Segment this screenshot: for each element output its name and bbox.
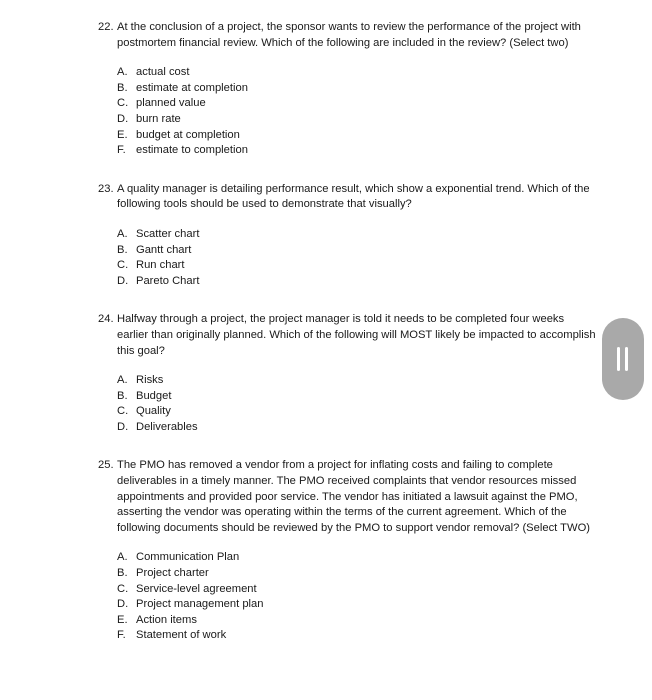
option-text: actual cost <box>136 66 190 79</box>
option-label: E. <box>117 613 128 626</box>
option-label: C. <box>117 582 129 595</box>
option-label: B. <box>117 243 128 256</box>
question-text: A quality manager is detailing performance result, which show a exponential trend. Which of the following tools should be used to demonstrate that visually? <box>117 182 590 211</box>
question-text-row <box>98 182 598 213</box>
option-label: B. <box>117 389 128 402</box>
question-text-row <box>98 312 598 359</box>
option-text: estimate to completion <box>136 144 248 157</box>
option-item <box>117 550 598 566</box>
option-text: Risks <box>136 374 164 387</box>
scroll-handle[interactable] <box>602 318 644 400</box>
option-text: Scatter chart <box>136 227 200 240</box>
option-label: C. <box>117 259 129 272</box>
option-label: B. <box>117 81 128 94</box>
option-item <box>117 613 598 629</box>
option-item <box>117 628 598 644</box>
question-text-row <box>98 20 598 51</box>
option-item <box>117 128 598 144</box>
option-item <box>117 566 598 582</box>
question-number: 24. <box>98 313 114 326</box>
question-number: 22. <box>98 21 114 33</box>
option-label: F. <box>117 629 126 642</box>
option-item <box>117 420 598 436</box>
option-item <box>117 243 598 259</box>
option-text: Communication Plan <box>136 551 240 564</box>
option-label: C. <box>117 97 129 110</box>
option-text: burn rate <box>136 112 181 125</box>
drag-handle-icon <box>625 347 628 371</box>
question-number: 23. <box>98 182 114 195</box>
option-item <box>117 404 598 420</box>
drag-handle-icon <box>617 347 620 371</box>
option-label: F. <box>117 144 126 157</box>
option-item <box>117 227 598 243</box>
question-document <box>98 20 598 667</box>
option-item <box>117 389 598 405</box>
question-25 <box>98 458 598 644</box>
option-item <box>117 373 598 389</box>
option-text: Deliverables <box>136 420 198 433</box>
option-text: Project management plan <box>136 598 264 611</box>
option-list <box>117 227 598 289</box>
question-text-row <box>98 458 598 536</box>
option-list <box>117 373 598 435</box>
option-label: D. <box>117 112 129 125</box>
option-text: planned value <box>136 97 206 110</box>
option-item <box>117 274 598 290</box>
option-label: D. <box>117 420 129 433</box>
question-text: The PMO has removed a vendor from a project for inflating costs and failing to complete deliverables in a timely manner. The PMO received complaints that vendor resources missed appointments and provided poor service. The vendor has initiated a lawsuit against the PMO, asserting the vendor was operating within the terms of the current agreement. Which of the following documents should be reviewed by the PMO to support vendor removal? (Select TWO) <box>117 459 590 534</box>
option-item <box>117 143 598 159</box>
option-text: Run chart <box>136 259 185 272</box>
question-text: At the conclusion of a project, the sponsor wants to review the performance of the project with postmortem financial review. Which of the following are included in the review? (Select two) <box>117 21 581 49</box>
option-item <box>117 112 598 128</box>
option-item <box>117 582 598 598</box>
option-text: budget at completion <box>136 128 240 141</box>
option-list <box>117 550 598 644</box>
question-24 <box>98 312 598 435</box>
option-text: Statement of work <box>136 629 227 642</box>
option-label: A. <box>117 374 128 387</box>
question-number: 25. <box>98 459 114 472</box>
option-label: C. <box>117 405 129 418</box>
option-text: estimate at completion <box>136 81 248 94</box>
option-item <box>117 65 598 81</box>
option-label: B. <box>117 567 128 580</box>
option-label: D. <box>117 274 129 287</box>
option-list <box>117 65 598 159</box>
option-label: D. <box>117 598 129 611</box>
option-text: Service-level agreement <box>136 582 257 595</box>
option-text: Action items <box>136 613 197 626</box>
option-text: Gantt chart <box>136 243 192 256</box>
question-22 <box>98 20 598 159</box>
option-label: A. <box>117 551 128 564</box>
option-text: Pareto Chart <box>136 274 200 287</box>
option-item <box>117 81 598 97</box>
option-label: A. <box>117 227 128 240</box>
option-item <box>117 597 598 613</box>
option-text: Quality <box>136 405 171 418</box>
question-23 <box>98 182 598 290</box>
option-label: A. <box>117 66 128 79</box>
option-text: Budget <box>136 389 172 402</box>
option-item <box>117 258 598 274</box>
option-text: Project charter <box>136 567 209 580</box>
option-label: E. <box>117 128 128 141</box>
option-item <box>117 96 598 112</box>
question-text: Halfway through a project, the project manager is told it needs to be completed four weeks earlier than originally planned. Which of the following will MOST likely be impacted to accomplish this goal? <box>117 313 596 357</box>
